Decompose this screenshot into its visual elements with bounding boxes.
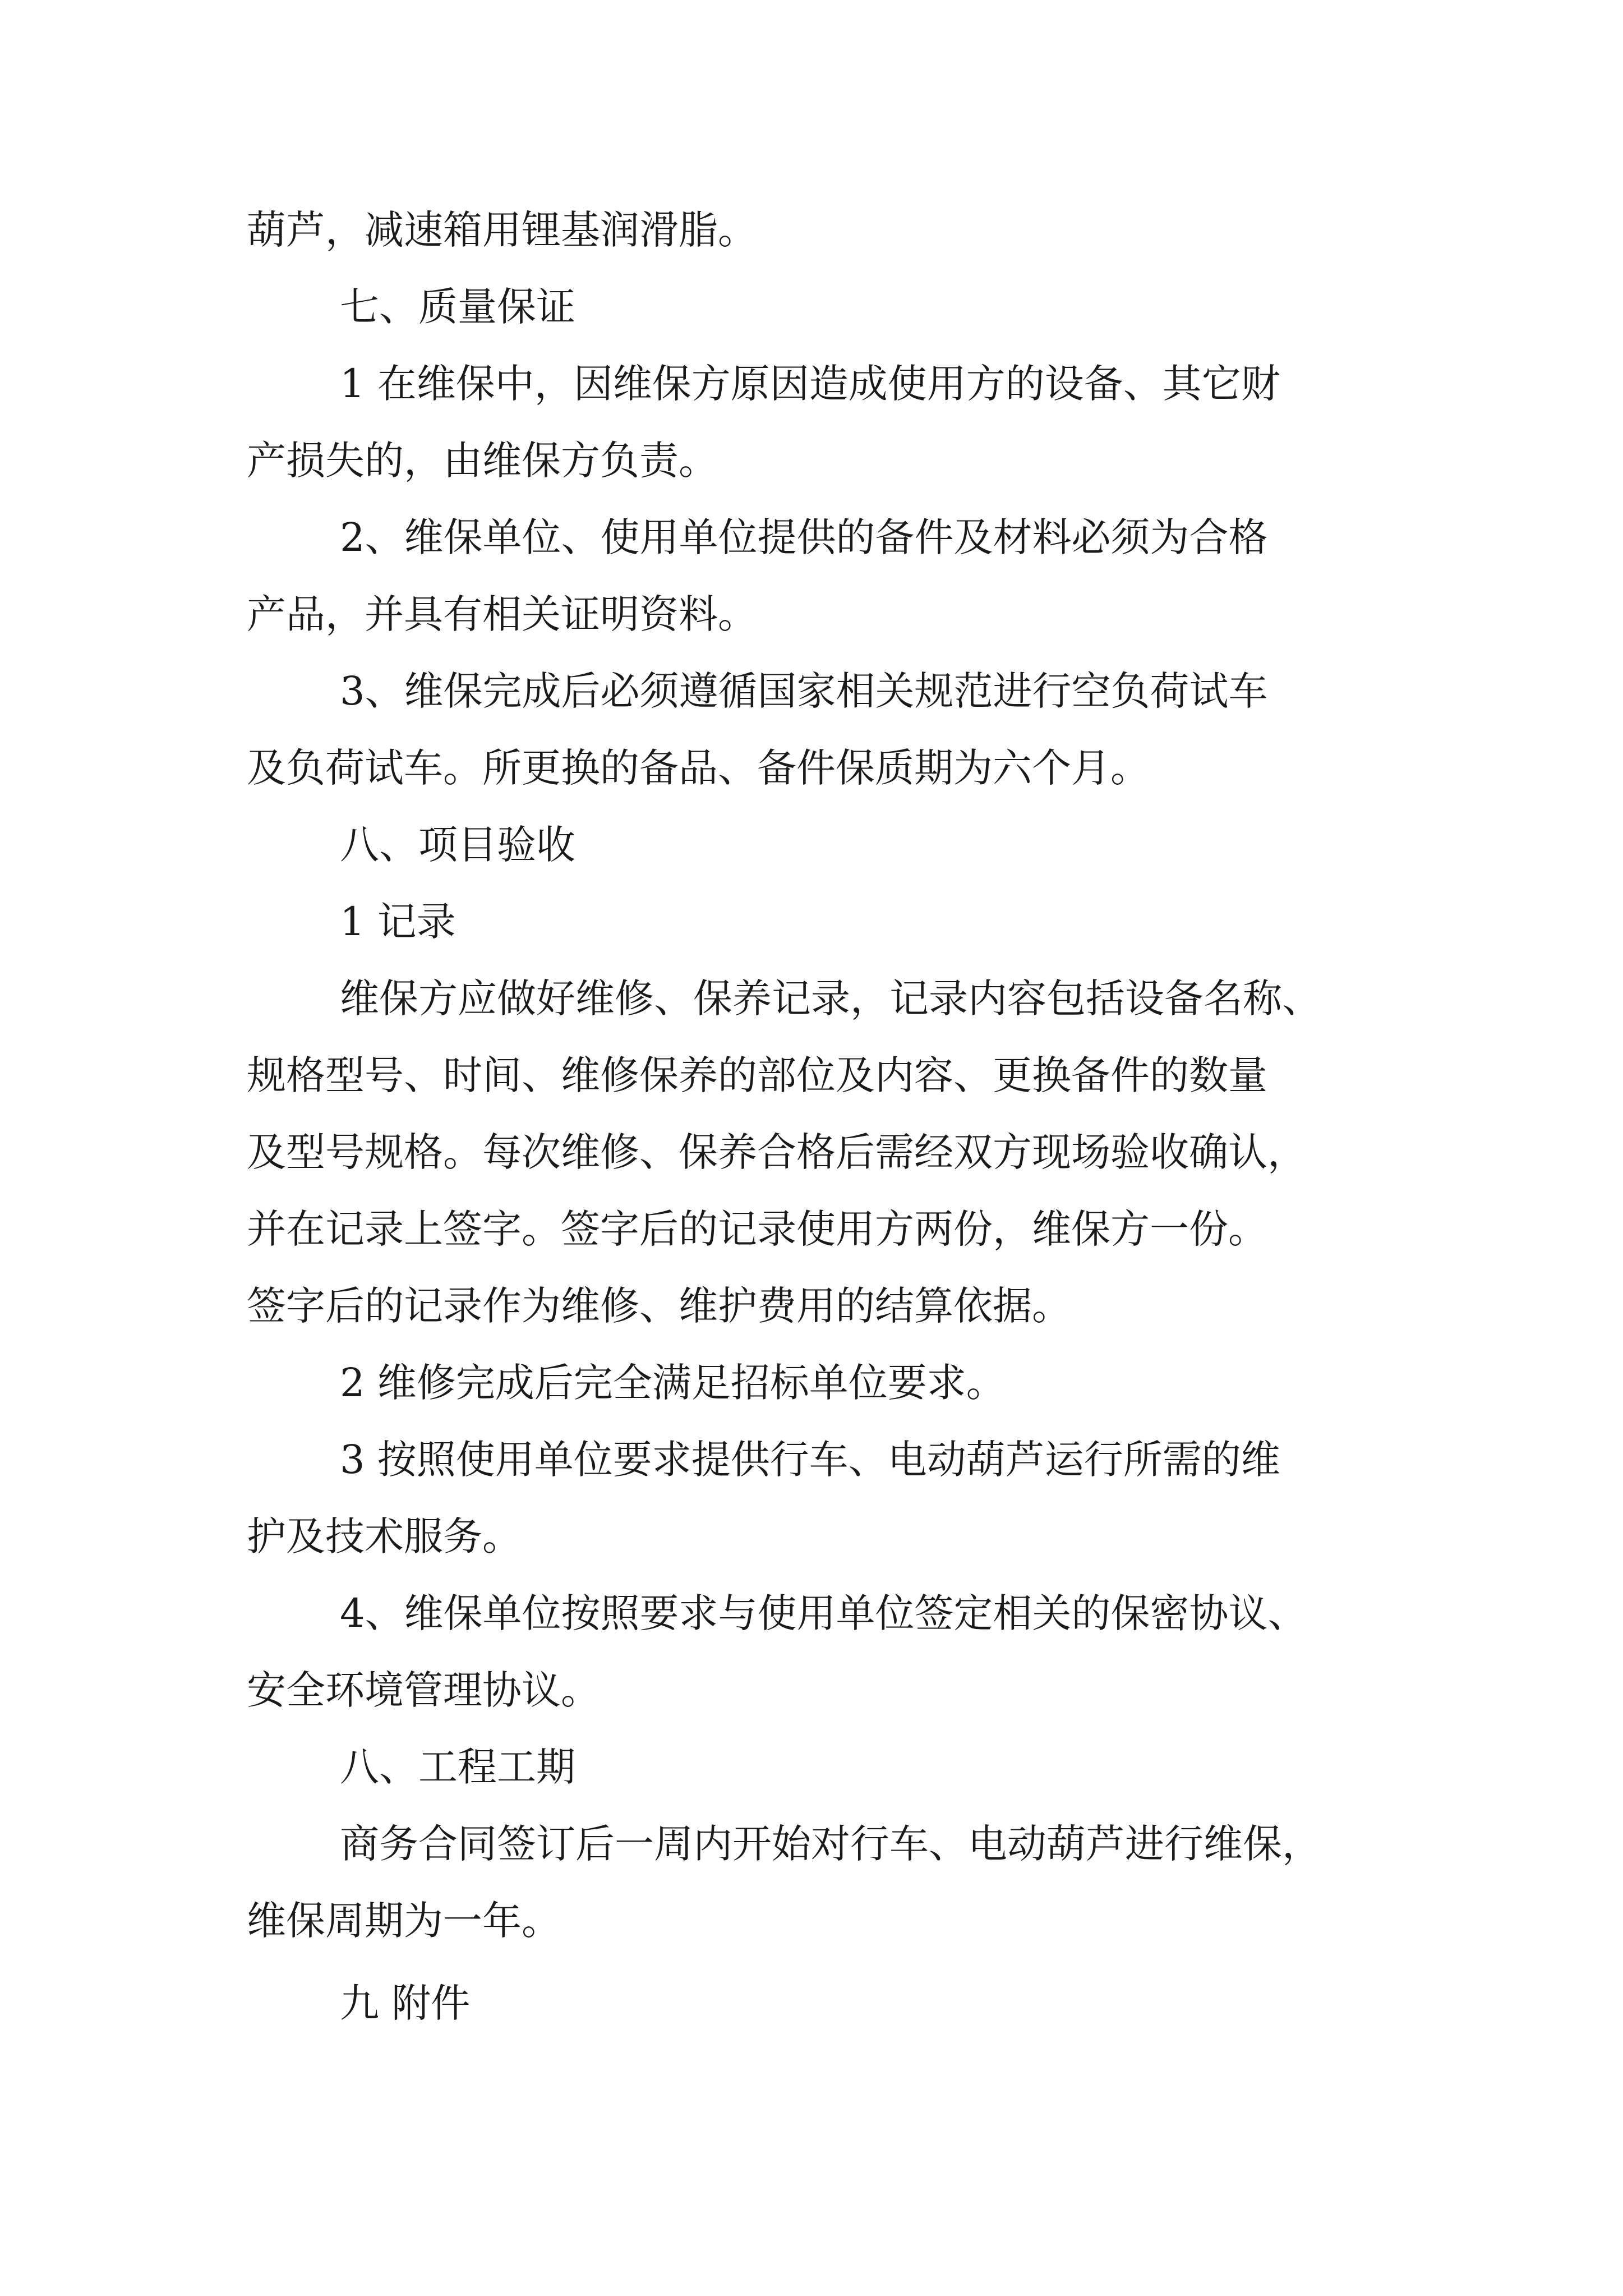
text-line: 产品，并具有相关证明资料。 (247, 591, 757, 637)
text-line: 2 维修完成后完全满足招标单位要求。 (340, 1360, 1006, 1406)
text-line: 商务合同签订后一周内开始对行车、电动葫芦进行维保， (340, 1821, 1321, 1867)
text-line: 安全环境管理协议。 (247, 1667, 600, 1713)
text-line: 及负荷试车。所更换的备品、备件保质期为六个月。 (247, 745, 1150, 791)
text-line: 2、维保单位、使用单位提供的备件及材料必须为合格 (340, 514, 1268, 560)
text-line: 3、维保完成后必须遵循国家相关规范进行空负荷试车 (340, 668, 1268, 714)
section-heading-attachments: 九 附件 (340, 1980, 471, 2026)
text-line: 维保周期为一年。 (247, 1898, 561, 1944)
section-heading-quality: 七、质量保证 (340, 284, 575, 330)
text-line: 1 在维保中，因维保方原因造成使用方的设备、其它财 (340, 361, 1280, 407)
text-line: 及型号规格。每次维修、保养合格后需经双方现场验收确认， (247, 1129, 1307, 1175)
text-line: 并在记录上签字。签字后的记录使用方两份，维保方一份。 (247, 1206, 1267, 1252)
section-heading-schedule: 八、工程工期 (340, 1744, 575, 1790)
text-line: 护及技术服务。 (247, 1513, 522, 1559)
text-line: 规格型号、时间、维修保养的部位及内容、更换备件的数量 (247, 1052, 1267, 1098)
text-line: 4、维保单位按照要求与使用单位签定相关的保密协议、 (340, 1590, 1307, 1636)
text-line: 3 按照使用单位要求提供行车、电动葫芦运行所需的维 (340, 1437, 1280, 1483)
text-line: 签字后的记录作为维修、维护费用的结算依据。 (247, 1283, 1071, 1329)
section-heading-acceptance: 八、项目验收 (340, 822, 575, 868)
text-line: 葫芦，减速箱用锂基润滑脂。 (247, 207, 757, 253)
text-line: 产损失的，由维保方负责。 (247, 438, 718, 484)
subheading-record: 1 记录 (340, 899, 456, 945)
text-line: 维保方应做好维修、保养记录，记录内容包括设备名称、 (340, 976, 1321, 1022)
